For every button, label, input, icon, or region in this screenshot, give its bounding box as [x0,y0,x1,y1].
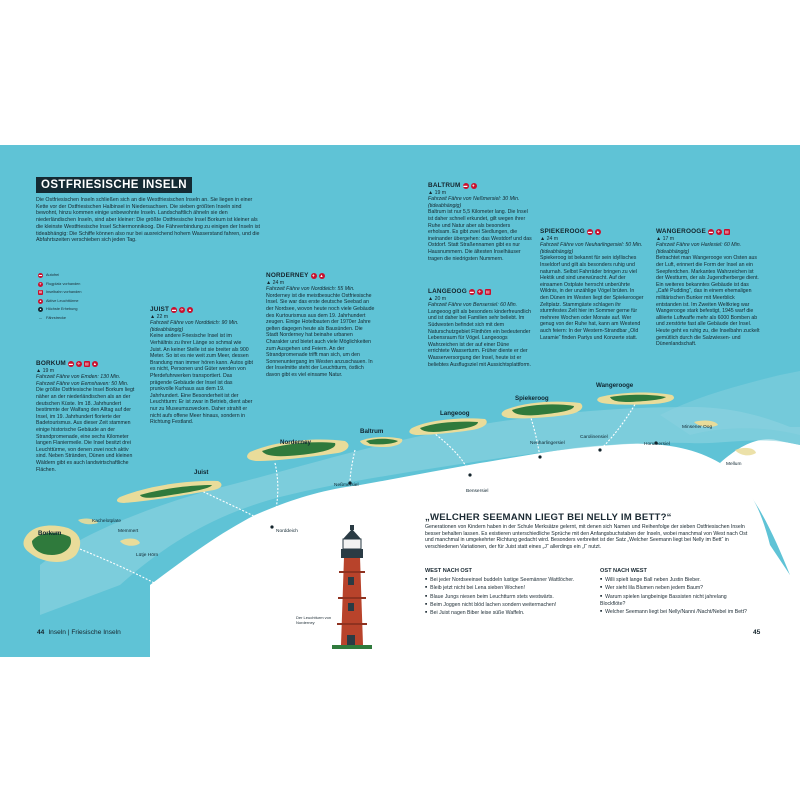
section-name: Inseln | Friesische Inseln [48,629,121,636]
info-spiekeroog: SPIEKEROOG ▬ ▲ ▲ 24 m Fahrzeit Fähre von Neuharlingersiel: 50 Min. (tideabhängig) Spiekeroog ist bekannt für sein idyllisches Inseldorf und gilt als besonders ruhig und naturnah. Selbst Fahrräder bringen zu viel Hektik und sind unerwünscht. Auf der einsamen Ostplate herrscht unberührte Wildnis, in der unzählige Vögel brüten. In den Dünen im Westen liegt der Spiekerooger Zeltplatz. Stammgäste schlagen ihr sturmfestes Zelt hier im Sommer gerne für mehrere Wochen oder Monate auf. Wer genug von der Ruhe hat, kann am Westend auch feiern: In der Western-Strandbar „Old Laramie“ finden Partys und Konzerte statt. [540,228,644,341]
info-wangerooge: WANGEROOGE ▬ ✈ ▤ ▲ 17 m Fahrzeit Fähre von Harlesiel: 60 Min. (tideabhängig) Betrachtet man Wangerooge von Osten aus der Luft, erinnert die Form der Insel an ein Seepferdchen. Markantes Wahrzeichen ist der Westturm, der als Jugendherberge dient. Ein weiteres bekanntes Gebäude ist das „Café Pudding“, das in einem ehemaligen militärischen Bunker mit Meerblick entstanden ist. Im Zweiten Weltkrieg war Wangerooge stark befestigt, 1945 warf die alliierte Luftwaffe mehr als 6000 Bomben ab und zerstörte fast alle Gebäude der Insel. Heute geht es ruhig zu, die Inselbahn zuckelt gemütlich durch die Salzwiesen- und Dünenlandschaft. [656,228,760,348]
label-luetje-hoern: Lütje Hörn [136,553,159,558]
car-icon: ▬ [708,229,714,235]
label-wangerooge: Wangerooge [596,382,634,389]
legend-item-car-free: ▬ Autofrei [38,273,60,278]
railway-icon: ▤ [38,290,42,294]
label-memmert: Memmert [118,529,139,534]
label-carolinensiel: Carolinensiel [580,435,608,440]
label-norddeich: Norddeich [276,529,298,534]
list-item: ■ Beim Joggen nicht blöd lachen sondern weitermachen! [425,601,595,609]
label-juist: Juist [194,469,209,476]
label-nessmersiel: Neßmersiel [334,483,359,488]
list-item: ■ Bei Juist nagen Biber leise süße Waffeln. [425,609,595,617]
info-norderney: NORDERNEY ✈ ▲ ▲ 24 m Fahrzeit Fähre von Norddeich: 55 Min. Norderney ist die meistbesuchte Ostfriesische Insel. Sie war das erste deutsche Seebad an der Nordsee, wovon heute noch viele Gebäude des Kurtourismus aus dem 19. Jahrhundert zeugen. Einige Hotelbauten der 1970er Jahre gelten dagegen heute als Bausünden. Die Stadt Norderney hat beinahe urbanen Charakter und bietet auch viele Möglichkeiten zum Ausgehen und Feiern. An der Strandpromenade trifft man sich, um den Sonnenuntergang im Westen anzuschauen. In der Inselmitte steht der Leuchtturm, östlich davon gibt es viel einsame Natur. [266,272,375,378]
mnemonics-west: WEST NACH OST ■ Bei jeder Nordseeinsel buddeln lustige Seemänner Wattlöcher. ■ Bleib jetzt nicht bei Lena sieben Wochen! ■ Blaue Jungs niesen beim Leuchtturm stets westwärts. ■ Beim Joggen nicht blöd lachen sondern weitermachen! ■ Bei Juist nagen Biber leise süße Waffeln. [425,568,595,617]
page-number-right: 45 [753,629,761,636]
legend-item-ferry: … Fährstrecke [38,315,67,320]
legend-item-airport: ✈ Flugplatz vorhanden [39,281,81,286]
info-juist: JUIST ▬ ✈ ▲ ▲ 22 m Fahrzeit Fähre von Norddeich: 90 Min. (tideabhängig) Keine andere Friesische Insel ist im Verhältnis zu ihrer Länge so schmal wie Juist. An keiner Stelle ist sie breiter als 900 Meter. So ist es nie weit zum Meer, dessen Brandung man immer hören kann. Autos gibt es nicht, Personen und Güter werden von Pferdefuhrwerken transportiert. Das prägende Gebäude der Insel ist das prunkvolle Kurhaus aus dem 19. Jahrhundert. Eine Besonderheit ist der Leuchtturm: Er ist zwar in Betrieb, dient aber nur zu Museumszwecken. Daher strahlt er nicht aufs offene Meer hinaus, sondern in Richtung Festland. [150,306,253,426]
list-item: ■ Bleib jetzt nicht bei Lena sieben Wochen! [425,584,595,592]
railway-icon: ▤ [485,289,490,295]
airport-icon: ✈ [77,361,81,367]
label-norderney: Norderney [280,439,311,446]
footer-left [37,629,121,636]
list-item: ■ Blaue Jungs niesen beim Leuchtturm stets westwärts. [425,593,595,601]
legend-item-lighthouse: ▲ Aktive Leuchttürme [38,298,79,303]
airport-icon: ✈ [39,281,42,286]
mnemonics-east: OST NACH WEST ■ Willi spielt lange Ball neben Justin Bieber. ■ Wer sieht lila Blumen neben jedem Baum? ■ Warum spielen langbeinige Bassisten nicht jahrelang Blockflöte? ■ Welcher Seemann liegt bei Nelly/Nanni /Nacht/Nebel im Bett? [600,568,750,616]
label-minsener-oog: Minsener Oog [682,425,713,430]
legend-item-elevation: ▴ Höchste Erhebung [39,307,78,312]
lighthouse-icon: ▲ [188,307,193,313]
label-horumersiel: Horumersiel [644,442,670,447]
lighthouse-icon: ▲ [595,229,601,235]
info-langeoog: LANGEOOG ▬ ✈ ▤ ▲ 20 m Fahrzeit Fähre von Bensersiel: 60 Min. Langeoog gilt als besonders kinderfreundlich und ist daher bei Familien sehr beliebt. Im Südwesten befindet sich mit dem Naturschutzgebiet Flinthörn ein bedeutender Lebensraum für Vögel. Langeoogs Wahrzeichen ist der auf einer Düne errichtete Wasserturm. Früher diente er der Wasserversorgung der Insel, heute ist er beliebtes Ausflugsziel mit Aussichtsplattform. [428,288,531,368]
intro-text: Die Ostfriesischen Inseln schließen sich an die Westfriesischen Inseln an. Sie liegen in einer Kette vor der Ostfriesischen Halbinsel in Niedersachsen. Die sieben größten Inseln sind bewohnt, hinzu kommen einige unbewohnte Inseln. Landschaftlich ähneln sie den niederländischen Inseln, sind aber kleiner: Die größte Ostfriesische Insel Borkum ist kleiner als die kleinste Westfriesische Insel Schiermonnikoog. Die Fährverbindung zu einigen der Inseln ist tideabhängig: Die Schiffe können also nur bei ausreichend hohem Wasserstand fahren, und die Abfahrtszeiten verschieben sich jeden Tag. [36,197,260,244]
airport-icon: ✈ [311,273,316,279]
lighthouse-icon: ▲ [319,273,324,279]
label-langeoog: Langeoog [440,410,470,417]
airport-icon: ✈ [478,289,482,295]
info-baltrum: BALTRUM ▬ ✈ ▲ 19 m Fahrzeit Fähre von Neßmersiel: 30 Min. (tideabhängig) Baltrum ist nur 5,5 Kilometer lang. Die Insel ist daher schnell erkundet, gilt wegen ihrer Ruhe und Natur aber als besonders erholsam. Es gibt zwei Siedlungen, die ineinander übergehen: das Westdorf und das Ostdorf. Statt Straßennamen gibt es nur Hausnummern. Die ältesten Inselhäuser tragen die niedrigsten Nummern. [428,182,532,262]
quote-heading: „WELCHER SEEMANN LIEGT BEI NELLY IM BETT?“ [425,512,672,523]
car-icon: ▬ [463,183,468,189]
label-mellum: Mellum [726,462,742,467]
airport-icon: ✈ [180,307,184,313]
list-item: ■ Willi spielt lange Ball neben Justin Bieber. [600,576,750,584]
car-icon: ▬ [469,289,474,295]
label-neuharlingersiel: Neuharlingersiel [530,441,565,446]
car-icon: ▬ [172,307,177,313]
airport-icon: ✈ [717,229,721,235]
tidal-flats-east [660,371,800,435]
airport-icon: ✈ [471,183,476,189]
lighthouse-icon: ▲ [92,361,98,367]
lighthouse-icon: ▲ [38,298,43,303]
map-spread [0,145,800,657]
car-icon: ▬ [587,229,593,235]
label-baltrum: Baltrum [360,428,384,435]
page-title: OSTFRIESISCHE INSELN [36,177,192,193]
car-icon: ▬ [38,273,43,277]
railway-icon: ▤ [724,229,729,235]
quote-text: Generationen von Kindern haben in der Schule Merksätze gelernt, mit denen sich Namen und Reihenfolge der sieben Ostfriesischen Inseln besser behalten lassen. Es existieren unterschiedliche Sprüche mit den Anfangsbuchstaben der Inseln, wobei manchmal von West nach Ost und manchmal in umgekehrter Richtung gedacht wird. Besonders verbreitet ist der Satz „Welcher Seemann liegt bei Nelly im Bett“ in verschiedenen Variationen, der für Juist statt eines „J“ allerdings ein „I“ nutzt. [425,524,748,550]
legend-item-railway: ▤ Inselbahn vorhanden [38,290,82,295]
elevation-icon: ▴ [39,307,42,311]
railway-icon: ▤ [84,361,89,367]
car-icon: ▬ [68,361,74,367]
list-item: ■ Wer sieht lila Blumen neben jedem Baum? [600,584,750,592]
list-item: ■ Warum spielen langbeinige Bassisten nicht jahrelang Blockflöte? [600,593,750,608]
lighthouse-caption: Der Leuchtturm von Norderney [296,615,332,625]
label-bensersiel: Bensersiel [466,489,489,494]
list-item: ■ Bei jeder Nordseeinsel buddeln lustige Seemänner Wattlöcher. [425,576,595,584]
label-spiekeroog: Spiekeroog [515,395,549,402]
info-borkum: BORKUM ▬ ✈ ▤ ▲ ▲ 19 m Fahrzeit Fähre von Emden: 130 Min. Fahrzeit Fähre von Eemshaven: 50 Min. Die größte Ostfriesische Insel Borkum liegt näher an der niederländischen als an der deutschen Küste. Im 18. Jahrhundert bestimmte der Walfang den Alltag auf der Insel, im 19. Jahrhundert florierte der Badetourismus. Aus dieser Zeit stammen einige historische Gebäude an der Strandpromenade, eine sechs Kilometer langen Flaniermeile. Die Insel besitzt drei Leuchttürme, von denen zwei noch aktiv sind. Neben Stränden, Dünen und kleinen Wäldern gibt es auch landwirtschaftliche Flächen. [36,360,135,473]
ferry-route-icon: … [38,315,43,320]
page-number-left: 44 [37,629,45,636]
label-kachelotplate: Kachelotplate [92,519,122,524]
label-borkum: Borkum [38,530,62,537]
list-item: ■ Welcher Seemann liegt bei Nelly/Nanni /Nacht/Nebel im Bett? [600,608,750,616]
map-legend [38,273,98,324]
